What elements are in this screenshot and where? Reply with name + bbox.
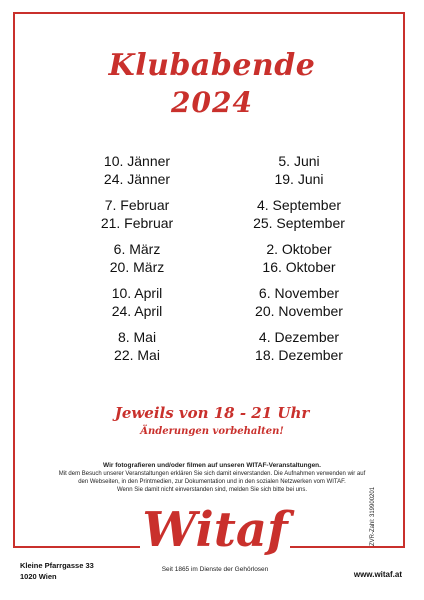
date-item: 4. Dezember	[258, 329, 340, 345]
date-item: 7. Februar	[104, 197, 170, 213]
photo-notice-line: den Webseiten, in den Printmedien, zur Dokumentation und in den sozialen Netzwerken vom WITAF.	[78, 479, 346, 485]
date-pair	[209, 240, 389, 284]
address-city: 1020 Wien	[20, 572, 57, 581]
date-item: 24. April	[111, 303, 163, 319]
date-pair	[47, 152, 227, 196]
address	[20, 560, 94, 582]
date-pair	[209, 284, 389, 328]
date-pair	[209, 196, 389, 240]
date-item: 8. Mai	[117, 329, 157, 345]
date-item: 22. Mai	[114, 347, 160, 363]
photo-notice-line: Mit dem Besuch unserer Veranstaltungen erklären Sie sich damit einverstanden. Die Aufnahmen verwenden wir auf	[58, 471, 366, 477]
date-item: 5. Juni	[278, 153, 320, 169]
date-pair	[47, 196, 227, 240]
witaf-logo	[140, 500, 290, 568]
logo-wordmark: Witaf	[142, 502, 288, 558]
date-pair	[209, 328, 389, 372]
photo-notice-headline: Wir fotografieren und/oder filmen auf unseren WITAF-Veranstaltungen.	[103, 462, 321, 469]
date-pair	[47, 284, 227, 328]
date-item: 18. Dezember	[255, 347, 343, 363]
logo-tagline: Seit 1865 im Dienste der Gehörlosen	[161, 566, 269, 573]
date-item: 6. März	[113, 241, 161, 257]
date-item: 24. Jänner	[103, 171, 171, 187]
date-pair	[47, 240, 227, 284]
date-item: 6. November	[258, 285, 340, 301]
time-info: Jeweils von 18 - 21 Uhr	[114, 404, 310, 422]
date-pair	[47, 328, 227, 372]
website-link[interactable]: www.witaf.at	[353, 570, 402, 579]
dates-right-column	[209, 152, 389, 372]
date-item: 2. Oktober	[266, 241, 332, 257]
changes-note: Änderungen vorbehalten!	[140, 426, 284, 437]
year-heading: 2024	[171, 86, 253, 119]
date-item: 10. April	[111, 285, 163, 301]
zvr-number: ZVR-Zahl: 319900201	[370, 486, 376, 546]
page-title: Klubabende	[108, 48, 316, 83]
photo-notice-line: Wenn Sie damit nicht einverstanden sind, melden Sie sich bitte bei uns.	[117, 487, 307, 493]
date-item: 21. Februar	[100, 215, 174, 231]
date-item: 20. November	[255, 303, 343, 319]
date-item: 4. September	[256, 197, 342, 213]
address-street: Kleine Pfarrgasse 33	[20, 561, 94, 570]
dates-left-column	[47, 152, 227, 372]
date-item: 16. Oktober	[262, 259, 336, 275]
date-item: 10. Jänner	[103, 153, 171, 169]
date-item: 20. März	[109, 259, 165, 275]
date-item: 25. September	[253, 215, 345, 231]
date-pair	[209, 152, 389, 196]
date-item: 19. Juni	[274, 171, 324, 187]
photo-notice	[34, 462, 390, 494]
